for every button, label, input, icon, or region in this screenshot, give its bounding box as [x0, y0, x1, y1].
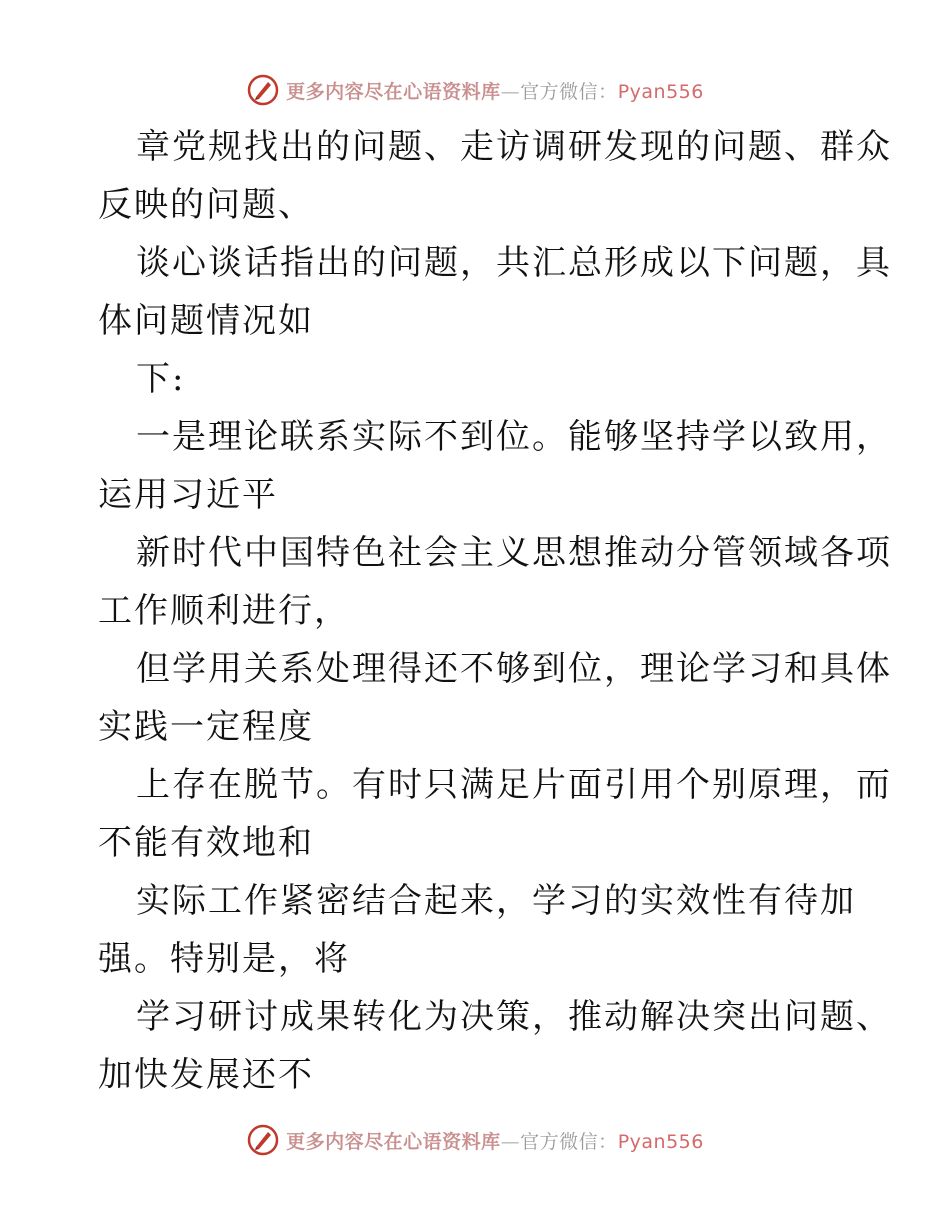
watermark-separator: — [500, 80, 521, 103]
watermark-id: Pyan556 [617, 1130, 704, 1153]
text-line: 强。特别是，将 [98, 939, 350, 979]
text-line: 章党规找出的问题、走访调研发现的问题、群众 [136, 127, 892, 167]
text-line: 新时代中国特色社会主义思想推动分管领域各项 [136, 533, 892, 573]
text-line: 运用习近平 [98, 475, 278, 515]
text-line: 一是理论联系实际不到位。能够坚持学以致用， [136, 417, 892, 457]
text-line: 体问题情况如 [98, 301, 314, 341]
header-watermark [0, 70, 950, 110]
text-line: 加快发展还不 [98, 1055, 314, 1095]
text-line: 但学用关系处理得还不够到位，理论学习和具体 [136, 649, 892, 689]
footer-watermark [0, 1120, 950, 1160]
text-line: 谈心谈话指出的问题，共汇总形成以下问题，具 [136, 243, 892, 283]
text-line: 实践一定程度 [98, 707, 314, 747]
text-line: 不能有效地和 [98, 823, 314, 863]
text-line: 实际工作紧密结合起来，学习的实效性有待加 [136, 881, 856, 921]
watermark-separator: — [500, 1130, 521, 1153]
watermark-label: 官方微信： [520, 80, 618, 103]
text-line: 上存在脱节。有时只满足片面引用个别原理，而 [136, 765, 892, 805]
document-body [98, 118, 892, 1104]
text-line: 工作顺利进行， [98, 591, 350, 631]
watermark-label: 官方微信： [520, 1130, 618, 1153]
text-line: 下: [136, 359, 186, 399]
text-line: 反映的问题、 [98, 185, 314, 225]
watermark-id: Pyan556 [617, 80, 704, 103]
text-line: 学习研讨成果转化为决策，推动解决突出问题、 [136, 997, 892, 1037]
quill-pen-logo-icon [246, 73, 280, 107]
watermark-brand: 更多内容尽在心语资料库 [286, 1130, 501, 1153]
quill-pen-logo-icon [246, 1123, 280, 1157]
watermark-brand: 更多内容尽在心语资料库 [286, 80, 501, 103]
